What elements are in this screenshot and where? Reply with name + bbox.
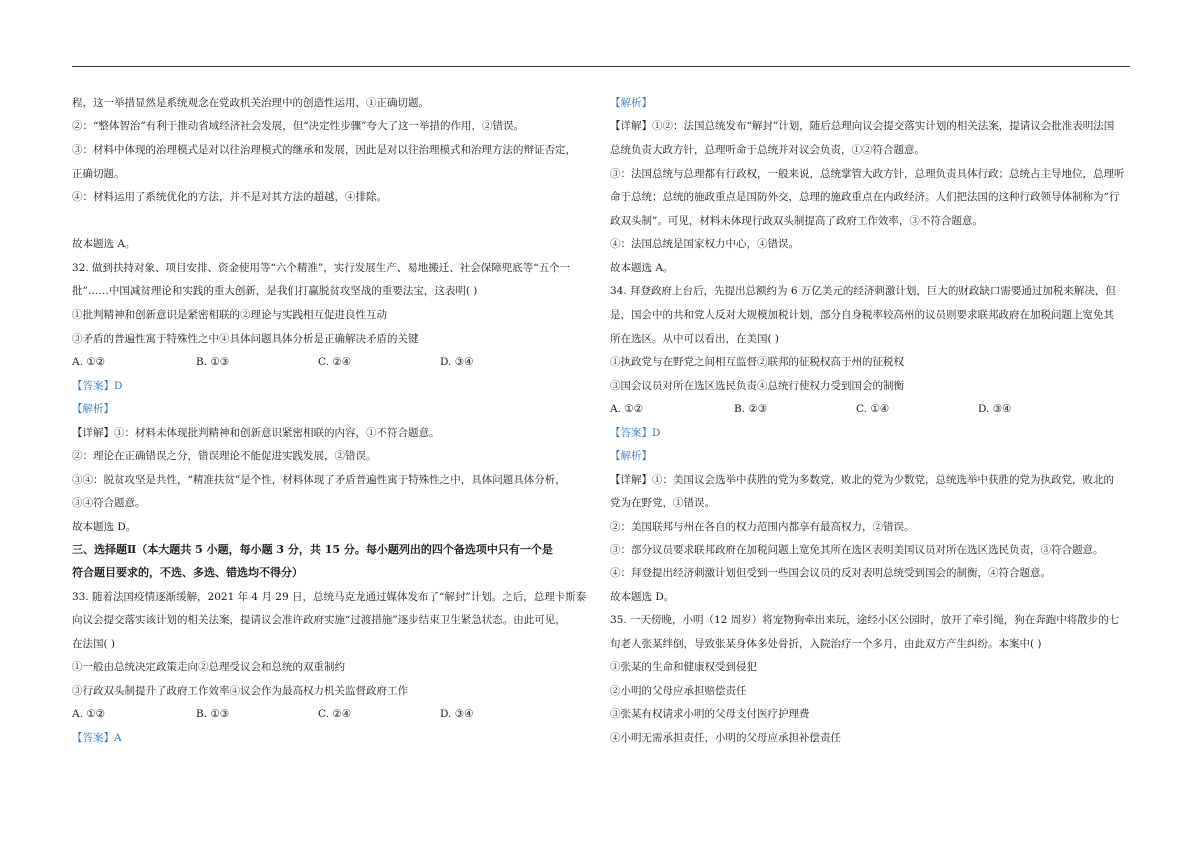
option-c: C. ②④ <box>318 708 352 720</box>
answer-label: 【答案】A <box>72 732 122 744</box>
question-35-statement: ③张某有权请求小明的父母支付医疗护理费 <box>610 708 810 720</box>
option-d: D. ③④ <box>440 356 474 368</box>
text-line: 程，这一举措显然是系统观念在党政机关治理中的创造性运用，①正确切题。 <box>72 97 429 109</box>
answer-label: 【答案】D <box>610 427 661 439</box>
section-heading: 三、选择题Ⅱ（本大题共 5 小题，每小题 3 分，共 15 分。每小题列出的四个备选项中只有一个是 <box>72 543 553 556</box>
option-b: B. ①③ <box>196 356 230 368</box>
question-33-stem: 在法国( ) <box>72 638 116 650</box>
explanation-line: ②：美国联邦与州在各自的权力范围内都享有最高权力，②错误。 <box>610 521 915 533</box>
analysis-label: 【解析】 <box>610 450 652 462</box>
analysis-label: 【解析】 <box>610 97 652 109</box>
answer-label: 【答案】D <box>72 380 123 392</box>
explanation-line: ③④符合题意。 <box>72 497 146 509</box>
option-b: B. ②③ <box>734 403 768 415</box>
option-a: A. ①② <box>610 403 644 415</box>
text-line: 正确切题。 <box>72 168 125 180</box>
question-35-stem: 35. 一天傍晚，小明（12 周岁）将宠物狗牵出来玩，途经小区公园时，放开了牵引绳，狗在奔跑中将散步的七 <box>610 614 1120 626</box>
question-35-stem: 旬老人张某绊倒，导致张某身体多处骨折，入院治疗一个多月，由此双方产生纠纷。本案中( ) <box>610 638 1042 650</box>
question-35-statement: ①张某的生命和健康权受到侵犯 <box>610 661 757 673</box>
question-32-statement: ①批判精神和创新意识是紧密相联的②理论与实践相互促进良性互动 <box>72 309 387 321</box>
option-c: C. ②④ <box>318 356 352 368</box>
analysis-label: 【解析】 <box>72 403 114 415</box>
explanation-line: 命于总统；总统的施政重点是国防外交，总理的施政重点在内政经济。人们把法国的这种行政领导体制称为“行 <box>610 191 1120 203</box>
explanation-line: 政双头制”。可见，材料未体现行政双头制提高了政府工作效率，③不符合题意。 <box>610 215 983 227</box>
question-33-stem: 向议会提交落实该计划的相关法案，提请议会准许政府实施“过渡措施”逐步结束卫生紧急状态。由此可见， <box>72 614 566 626</box>
explanation-line: 党为在野党，①错误。 <box>610 497 715 509</box>
explanation-line: ③：部分议员要求联邦政府在加税问题上宽免其所在选区表明美国议员对所在选区选民负责，③符合题意。 <box>610 544 1104 556</box>
question-34-statement: ③国会议员对所在选区选民负责④总统行使权力受到国会的制衡 <box>610 380 904 392</box>
header-rule <box>72 66 1130 67</box>
conclusion-line: 故本题选 D。 <box>610 591 675 603</box>
explanation-line: ③④：脱贫攻坚是共性，“精准扶贫”是个性，材料体现了矛盾普遍性寓于特殊性之中，具体问题具体分析， <box>72 474 566 486</box>
option-b: B. ①③ <box>196 708 230 720</box>
option-c: C. ①④ <box>856 403 890 415</box>
explanation-line: 【详解】①：美国议会选举中获胜的党为多数党，败北的党为少数党，总统选举中获胜的党为执政党，败北的 <box>610 474 1114 486</box>
option-d: D. ③④ <box>440 708 474 720</box>
question-34-stem: 是，国会中的共和党人反对大规模加税计划，部分自身税率较高州的议员则要求联邦政府在加税问题上宽免其 <box>610 309 1114 321</box>
question-33-statement: ③行政双头制提升了政府工作效率④议会作为最高权力机关监督政府工作 <box>72 685 408 697</box>
question-34-statement: ①执政党与在野党之间相互监督②联邦的征税权高于州的征税权 <box>610 356 904 368</box>
question-32-stem: 批”……中国减贫理论和实践的重大创新，是我们打赢脱贫攻坚战的重要法宝，这表明( ) <box>72 285 478 297</box>
conclusion-line: 故本题选 A。 <box>610 262 674 274</box>
explanation-line: 总统负责大政方针，总理听命于总统并对议会负责，①②符合题意。 <box>610 144 925 156</box>
explanation-line: ③：法国总统与总理都有行政权，一般来说，总统掌管大政方针，总理负责具体行政；总统占主导地位，总理听 <box>610 168 1125 180</box>
text-line: ③：材料中体现的治理模式是对以往治理模式的继承和发展，因此是对以往治理模式和治理方法的辩证否定， <box>72 144 576 156</box>
question-33-stem: 33. 随着法国疫情逐渐缓解，2021 年 4 月 29 日，总统马克龙通过媒体发布了“解封”计划。之后，总理卡斯泰 <box>72 591 587 603</box>
explanation-line: ④：法国总统是国家权力中心，④错误。 <box>610 238 799 250</box>
text-line: ④：材料运用了系统优化的方法，并不是对其方法的超越，④排除。 <box>72 191 387 203</box>
question-32-stem: 32. 做到扶持对象、项目安排、资金使用等“六个精准”，实行发展生产、易地搬迁、社会保障兜底等“五个一 <box>72 262 571 274</box>
question-35-statement: ②小明的父母应承担赔偿责任 <box>610 685 747 697</box>
explanation-line: 【详解】①②：法国总统发布“解封”计划，随后总理向议会提交落实计划的相关法案，提请议会批准表明法国 <box>610 120 1115 132</box>
explanation-line: ④：拜登提出经济刺激计划但受到一些国会议员的反对表明总统受到国会的制衡，④符合题意。 <box>610 567 1051 579</box>
explanation-line: ②：理论在正确错误之分，错误理论不能促进实践发展，②错误。 <box>72 450 377 462</box>
text-line: ②：“整体智治”有利于推动省域经济社会发展，但“决定性步骤”夸大了这一举措的作用，②错误。 <box>72 120 524 132</box>
conclusion-line: 故本题选 A。 <box>72 238 136 250</box>
question-34-stem: 34. 拜登政府上台后，先提出总额约为 6 万亿美元的经济刺激计划，巨大的财政缺口需要通过加税来解决，但 <box>610 285 1116 297</box>
option-a: A. ①② <box>72 356 106 368</box>
question-35-statement: ④小明无需承担责任，小明的父母应承担补偿责任 <box>610 732 841 744</box>
section-heading: 符合题目要求的，不选、多选、错选均不得分） <box>72 566 303 579</box>
question-34-stem: 所在选区。从中可以看出，在美国( ) <box>610 333 780 345</box>
question-33-statement: ①一般由总统决定政策走向②总理受议会和总统的双重制约 <box>72 661 345 673</box>
explanation-line: 【详解】①：材料未体现批判精神和创新意识紧密相联的内容，①不符合题意。 <box>72 427 440 439</box>
conclusion-line: 故本题选 D。 <box>72 521 137 533</box>
option-a: A. ①② <box>72 708 106 720</box>
option-d: D. ③④ <box>978 403 1012 415</box>
question-32-statement: ③矛盾的普遍性寓于特殊性之中④具体问题具体分析是正确解决矛盾的关键 <box>72 333 419 345</box>
